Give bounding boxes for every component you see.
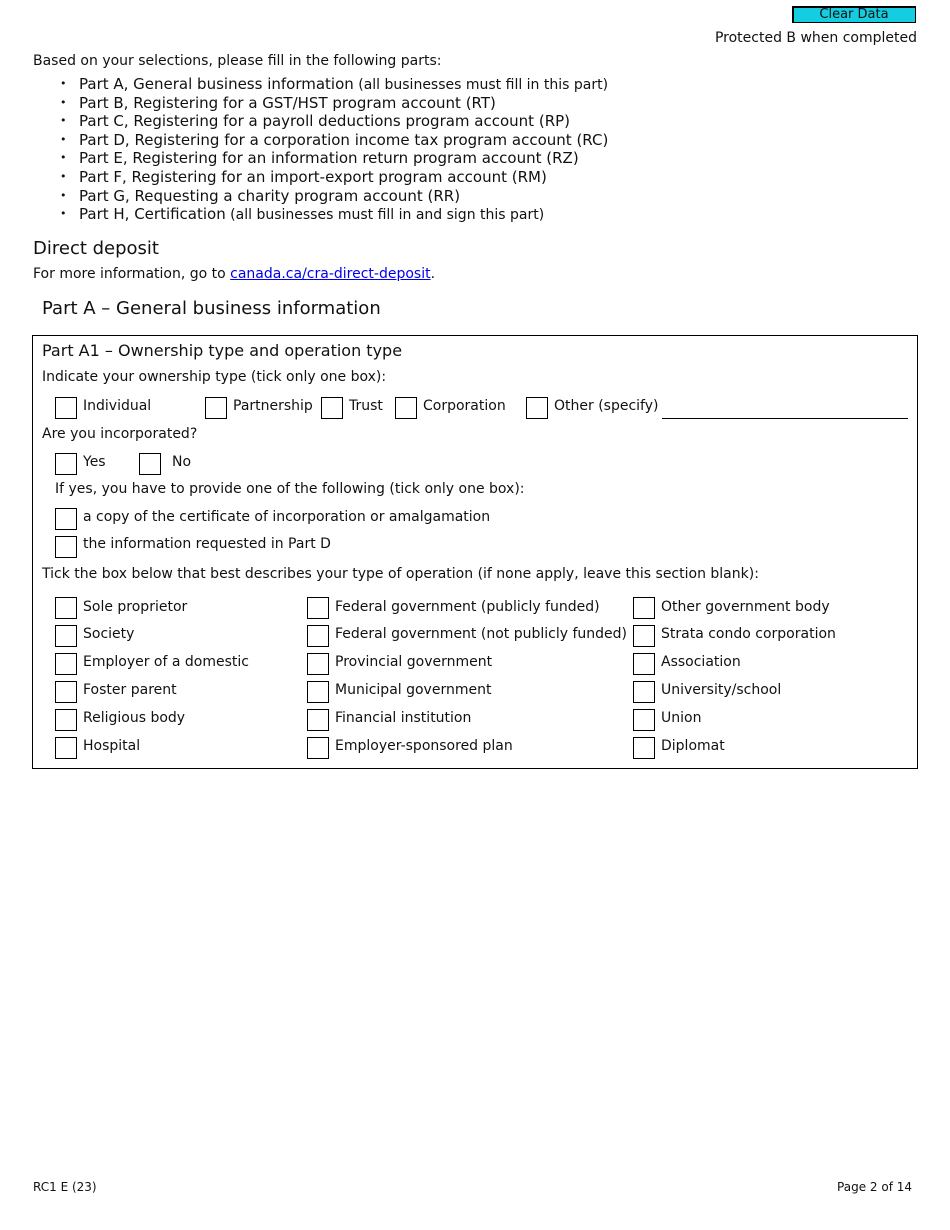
list-item <box>60 112 608 131</box>
certificate-checkbox[interactable] <box>55 508 77 530</box>
op-university-label: University/school <box>661 682 782 698</box>
incorporated-yes-checkbox[interactable] <box>55 453 77 475</box>
part-a-heading: Part A – General business information <box>42 298 381 319</box>
op-financial-checkbox[interactable] <box>307 709 329 731</box>
part-f-item: Part F, Registering for an import-export program account (RM) <box>79 167 547 186</box>
ownership-other-label: Other (specify) <box>554 398 659 414</box>
operation-question: Tick the box below that best describes your type of operation (if none apply, leave this section blank): <box>42 566 759 582</box>
ownership-individual-checkbox[interactable] <box>55 397 77 419</box>
part-d-item: Part D, Registering for a corporation income tax program account (RC) <box>79 130 609 149</box>
direct-deposit-period: . <box>430 266 436 282</box>
part-c-item: Part C, Registering for a payroll deductions program account (RP) <box>79 112 571 131</box>
part-g-item: Part G, Requesting a charity program account (RR) <box>79 186 461 205</box>
direct-deposit-link[interactable]: canada.ca/cra-direct-deposit <box>230 266 431 282</box>
protected-notice: Protected B when completed <box>714 30 917 46</box>
op-hospital-checkbox[interactable] <box>55 737 77 759</box>
list-item <box>60 75 608 94</box>
op-municipal-checkbox[interactable] <box>307 681 329 703</box>
list-item <box>60 131 608 150</box>
op-federal-funded-checkbox[interactable] <box>307 597 329 619</box>
incorporated-question: Are you incorporated? <box>42 426 198 442</box>
op-federal-funded-label: Federal government (publicly funded) <box>335 599 600 615</box>
op-association-label: Association <box>661 654 741 670</box>
list-item <box>60 149 608 168</box>
incorporated-yes-label: Yes <box>83 454 106 470</box>
ownership-corporation-label: Corporation <box>423 398 506 414</box>
op-diplomat-label: Diplomat <box>661 738 725 754</box>
part-d-info-label: the information requested in Part D <box>83 536 331 552</box>
list-item <box>60 187 608 206</box>
certificate-label: a copy of the certificate of incorporation or amalgamation <box>83 509 491 525</box>
page-number: Page 2 of 14 <box>837 1180 912 1194</box>
op-university-checkbox[interactable] <box>633 681 655 703</box>
part-h-note: (all businesses must fill in and sign this part) <box>225 207 545 224</box>
ownership-individual-label: Individual <box>83 398 152 414</box>
op-hospital-label: Hospital <box>83 738 141 754</box>
op-other-gov-label: Other government body <box>661 599 830 615</box>
op-municipal-label: Municipal government <box>335 682 492 698</box>
ownership-other-checkbox[interactable] <box>526 397 548 419</box>
direct-deposit-heading: Direct deposit <box>33 238 159 259</box>
incorporated-no-checkbox[interactable] <box>139 453 161 475</box>
op-employer-plan-checkbox[interactable] <box>307 737 329 759</box>
part-b-item: Part B, Registering for a GST/HST program account (RT) <box>79 93 496 112</box>
part-h-item: Part H, Certification <box>79 205 226 224</box>
ownership-partnership-label: Partnership <box>233 398 313 414</box>
op-society-label: Society <box>83 626 135 642</box>
if-yes-instruction: If yes, you have to provide one of the following (tick only one box): <box>55 481 525 497</box>
op-union-label: Union <box>661 710 702 726</box>
op-financial-label: Financial institution <box>335 710 472 726</box>
op-federal-not-funded-checkbox[interactable] <box>307 625 329 647</box>
parts-list <box>60 75 608 224</box>
part-a1-title: Part A1 – Ownership type and operation type <box>42 341 403 360</box>
op-diplomat-checkbox[interactable] <box>633 737 655 759</box>
op-employer-domestic-checkbox[interactable] <box>55 653 77 675</box>
ownership-trust-label: Trust <box>349 398 383 414</box>
form-id: RC1 E (23) <box>33 1180 97 1194</box>
op-employer-plan-label: Employer-sponsored plan <box>335 738 513 754</box>
list-item <box>60 168 608 187</box>
incorporated-no-label: No <box>172 454 192 470</box>
op-other-gov-checkbox[interactable] <box>633 597 655 619</box>
op-sole-proprietor-checkbox[interactable] <box>55 597 77 619</box>
part-a-item: Part A, General business information <box>79 75 354 93</box>
op-association-checkbox[interactable] <box>633 653 655 675</box>
part-e-item: Part E, Registering for an information return program account (RZ) <box>79 149 579 168</box>
direct-deposit-text: For more information, go to <box>33 266 231 282</box>
op-foster-parent-checkbox[interactable] <box>55 681 77 703</box>
ownership-trust-checkbox[interactable] <box>321 397 343 419</box>
ownership-corporation-checkbox[interactable] <box>395 397 417 419</box>
op-union-checkbox[interactable] <box>633 709 655 731</box>
op-strata-label: Strata condo corporation <box>661 626 836 642</box>
direct-deposit-info <box>33 266 435 282</box>
op-society-checkbox[interactable] <box>55 625 77 647</box>
op-strata-checkbox[interactable] <box>633 625 655 647</box>
part-d-info-checkbox[interactable] <box>55 536 77 558</box>
list-item <box>60 205 608 224</box>
ownership-question: Indicate your ownership type (tick only one box): <box>42 369 387 385</box>
op-provincial-label: Provincial government <box>335 654 493 670</box>
op-employer-domestic-label: Employer of a domestic <box>83 654 249 670</box>
op-religious-body-label: Religious body <box>83 710 186 726</box>
other-specify-input[interactable] <box>662 418 908 419</box>
op-provincial-checkbox[interactable] <box>307 653 329 675</box>
ownership-partnership-checkbox[interactable] <box>205 397 227 419</box>
op-federal-not-funded-label: Federal government (not publicly funded) <box>335 626 627 642</box>
op-foster-parent-label: Foster parent <box>83 682 177 698</box>
list-item <box>60 94 608 113</box>
op-sole-proprietor-label: Sole proprietor <box>83 599 188 615</box>
op-religious-body-checkbox[interactable] <box>55 709 77 731</box>
part-a-note: (all businesses must fill in this part) <box>353 77 609 93</box>
intro-text: Based on your selections, please fill in the following parts: <box>33 53 442 69</box>
clear-data-button[interactable]: Clear Data <box>792 6 916 23</box>
